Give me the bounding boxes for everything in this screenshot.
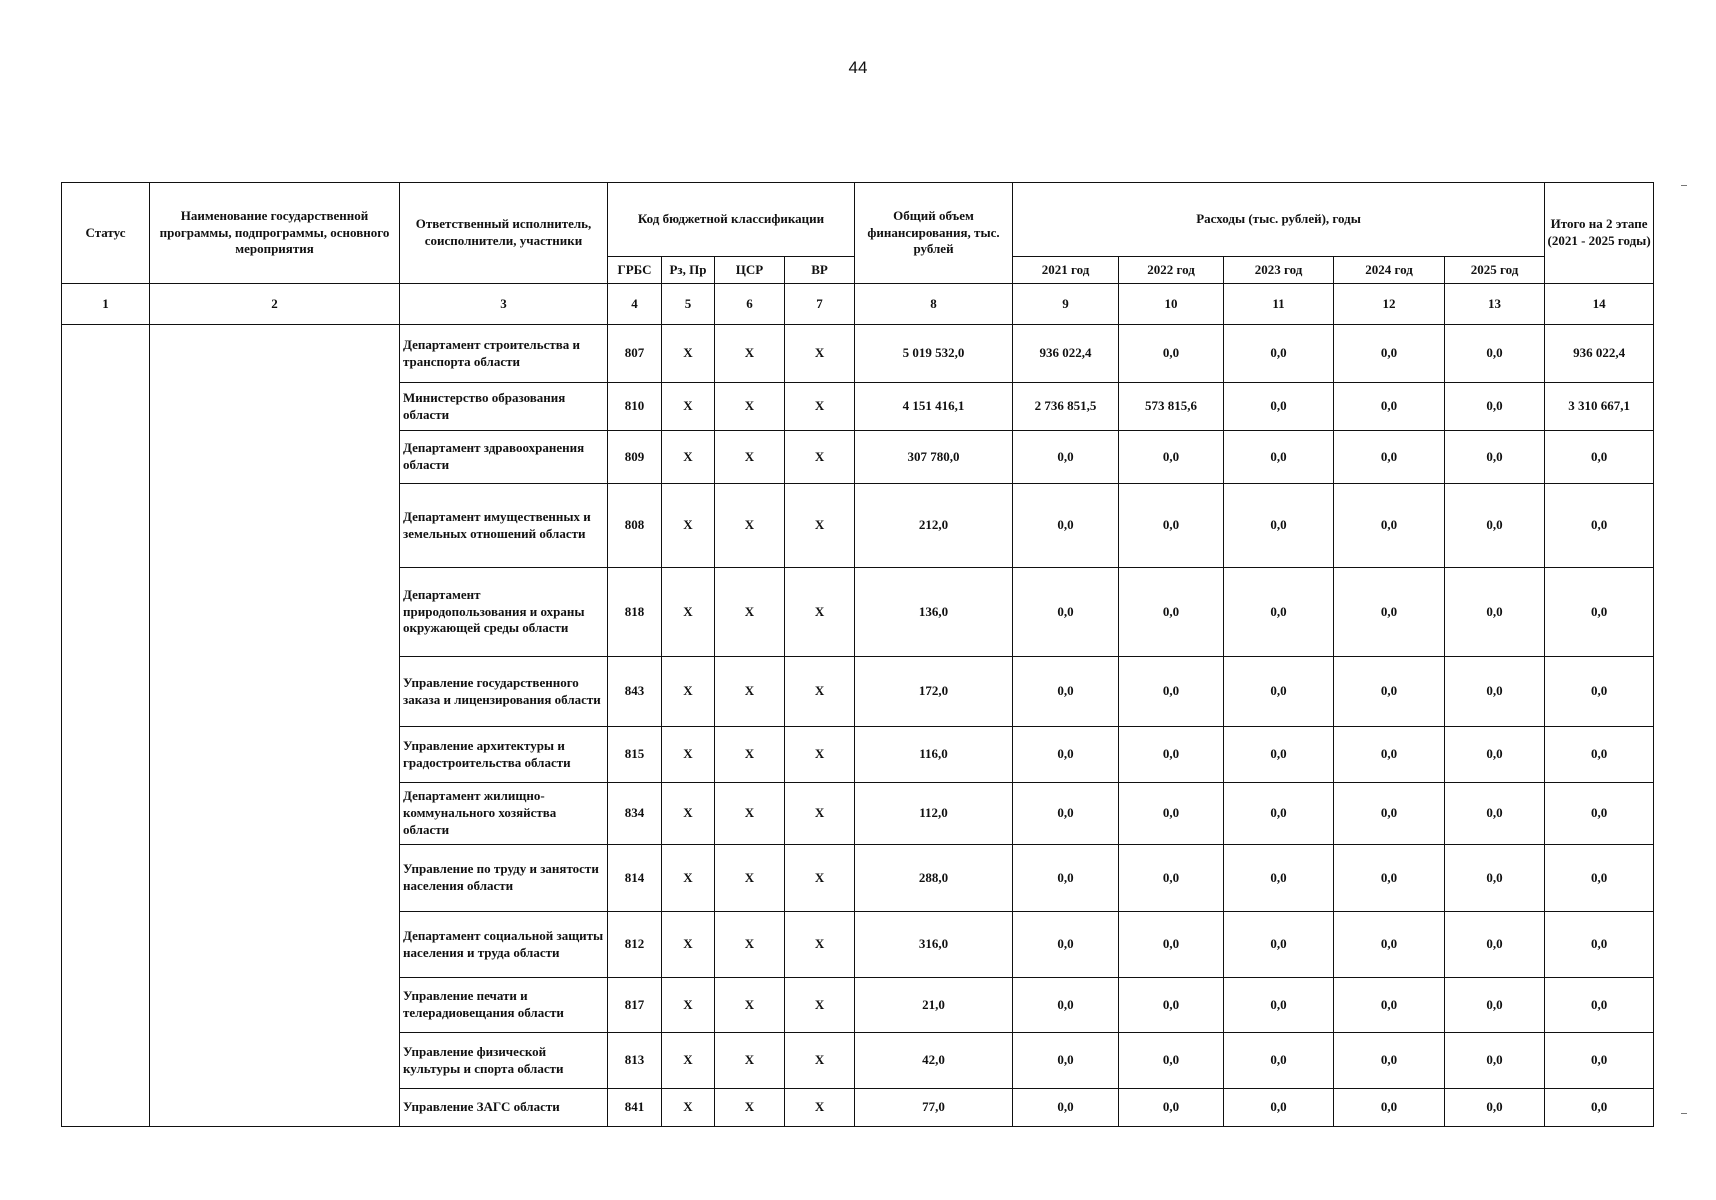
- total-cell: 316,0: [855, 912, 1013, 978]
- column-number: 11: [1224, 284, 1334, 325]
- csr-cell: Х: [715, 484, 785, 568]
- total-cell: 77,0: [855, 1089, 1013, 1127]
- year-2022-cell: 0,0: [1119, 568, 1224, 657]
- stage-total-cell: 0,0: [1545, 657, 1654, 727]
- year-2022-cell: 0,0: [1119, 431, 1224, 484]
- column-number: 9: [1013, 284, 1119, 325]
- csr-cell: Х: [715, 727, 785, 783]
- year-2022-cell: 0,0: [1119, 727, 1224, 783]
- rz-pr-cell: Х: [662, 912, 715, 978]
- vr-cell: Х: [785, 1033, 855, 1089]
- header-status: Статус: [62, 183, 150, 284]
- column-number: 12: [1334, 284, 1445, 325]
- rz-pr-cell: Х: [662, 845, 715, 912]
- column-number: 2: [150, 284, 400, 325]
- year-2021-cell: 0,0: [1013, 1033, 1119, 1089]
- header-vr: ВР: [785, 257, 855, 284]
- rz-pr-cell: Х: [662, 727, 715, 783]
- rz-pr-cell: Х: [662, 783, 715, 845]
- csr-cell: Х: [715, 978, 785, 1033]
- year-2024-cell: 0,0: [1334, 783, 1445, 845]
- year-2025-cell: 0,0: [1445, 383, 1545, 431]
- header-csr: ЦСР: [715, 257, 785, 284]
- stage-total-cell: 0,0: [1545, 978, 1654, 1033]
- rz-pr-cell: Х: [662, 568, 715, 657]
- budget-table: [61, 182, 1654, 1127]
- header-row: [62, 183, 1654, 257]
- year-2024-cell: 0,0: [1334, 727, 1445, 783]
- total-cell: 4 151 416,1: [855, 383, 1013, 431]
- vr-cell: Х: [785, 484, 855, 568]
- year-2022-cell: 0,0: [1119, 1089, 1224, 1127]
- year-2021-cell: 0,0: [1013, 845, 1119, 912]
- year-2023-cell: 0,0: [1224, 845, 1334, 912]
- year-2023-cell: 0,0: [1224, 978, 1334, 1033]
- rz-pr-cell: Х: [662, 383, 715, 431]
- header-expenses: Расходы (тыс. рублей), годы: [1013, 183, 1545, 257]
- year-2025-cell: 0,0: [1445, 727, 1545, 783]
- csr-cell: Х: [715, 845, 785, 912]
- year-2024-cell: 0,0: [1334, 978, 1445, 1033]
- year-2022-cell: 0,0: [1119, 912, 1224, 978]
- stage-total-cell: 0,0: [1545, 1089, 1654, 1127]
- year-2021-cell: 0,0: [1013, 783, 1119, 845]
- csr-cell: Х: [715, 383, 785, 431]
- year-2024-cell: 0,0: [1334, 657, 1445, 727]
- vr-cell: Х: [785, 431, 855, 484]
- year-2022-cell: 0,0: [1119, 657, 1224, 727]
- year-2025-cell: 0,0: [1445, 978, 1545, 1033]
- csr-cell: Х: [715, 1089, 785, 1127]
- rz-pr-cell: Х: [662, 1033, 715, 1089]
- status-cell: [62, 325, 150, 1127]
- executor-cell: Управление по труду и занятости населения области: [400, 845, 608, 912]
- vr-cell: Х: [785, 568, 855, 657]
- year-2023-cell: 0,0: [1224, 568, 1334, 657]
- year-2024-cell: 0,0: [1334, 1089, 1445, 1127]
- header-grbs: ГРБС: [608, 257, 662, 284]
- vr-cell: Х: [785, 912, 855, 978]
- margin-mark: [1681, 185, 1687, 186]
- header-year-2023: 2023 год: [1224, 257, 1334, 284]
- rz-pr-cell: Х: [662, 978, 715, 1033]
- header-program-name: Наименование государственной программы, подпрограммы, основного мероприятия: [150, 183, 400, 284]
- grbs-cell: 817: [608, 978, 662, 1033]
- rz-pr-cell: Х: [662, 657, 715, 727]
- column-number: 13: [1445, 284, 1545, 325]
- total-cell: 5 019 532,0: [855, 325, 1013, 383]
- grbs-cell: 809: [608, 431, 662, 484]
- executor-cell: Департамент социальной защиты населения и труда области: [400, 912, 608, 978]
- header-year-2021: 2021 год: [1013, 257, 1119, 284]
- executor-cell: Министерство образования области: [400, 383, 608, 431]
- year-2022-cell: 573 815,6: [1119, 383, 1224, 431]
- csr-cell: Х: [715, 325, 785, 383]
- column-number-row: [62, 284, 1654, 325]
- header-year-2022: 2022 год: [1119, 257, 1224, 284]
- stage-total-cell: 0,0: [1545, 484, 1654, 568]
- rz-pr-cell: Х: [662, 484, 715, 568]
- header-total-financing: Общий объем финансирования, тыс. рублей: [855, 183, 1013, 284]
- stage-total-cell: 0,0: [1545, 1033, 1654, 1089]
- year-2025-cell: 0,0: [1445, 1089, 1545, 1127]
- year-2021-cell: 0,0: [1013, 568, 1119, 657]
- year-2025-cell: 0,0: [1445, 431, 1545, 484]
- year-2023-cell: 0,0: [1224, 1033, 1334, 1089]
- year-2025-cell: 0,0: [1445, 783, 1545, 845]
- column-number: 3: [400, 284, 608, 325]
- stage-total-cell: 0,0: [1545, 912, 1654, 978]
- year-2022-cell: 0,0: [1119, 1033, 1224, 1089]
- year-2024-cell: 0,0: [1334, 912, 1445, 978]
- stage-total-cell: 936 022,4: [1545, 325, 1654, 383]
- year-2023-cell: 0,0: [1224, 912, 1334, 978]
- vr-cell: Х: [785, 978, 855, 1033]
- header-rz-pr: Рз, Пр: [662, 257, 715, 284]
- year-2025-cell: 0,0: [1445, 912, 1545, 978]
- year-2022-cell: 0,0: [1119, 978, 1224, 1033]
- csr-cell: Х: [715, 657, 785, 727]
- year-2021-cell: 0,0: [1013, 978, 1119, 1033]
- stage-total-cell: 0,0: [1545, 568, 1654, 657]
- year-2023-cell: 0,0: [1224, 325, 1334, 383]
- csr-cell: Х: [715, 783, 785, 845]
- year-2025-cell: 0,0: [1445, 1033, 1545, 1089]
- page-number: 44: [848, 58, 868, 77]
- year-2022-cell: 0,0: [1119, 484, 1224, 568]
- csr-cell: Х: [715, 431, 785, 484]
- year-2023-cell: 0,0: [1224, 383, 1334, 431]
- stage-total-cell: 0,0: [1545, 845, 1654, 912]
- total-cell: 116,0: [855, 727, 1013, 783]
- executor-cell: Департамент строительства и транспорта области: [400, 325, 608, 383]
- header-stage-total: Итого на 2 этапе (2021 - 2025 годы): [1545, 183, 1654, 284]
- year-2023-cell: 0,0: [1224, 783, 1334, 845]
- total-cell: 112,0: [855, 783, 1013, 845]
- year-2025-cell: 0,0: [1445, 325, 1545, 383]
- year-2024-cell: 0,0: [1334, 484, 1445, 568]
- total-cell: 307 780,0: [855, 431, 1013, 484]
- csr-cell: Х: [715, 568, 785, 657]
- year-2022-cell: 0,0: [1119, 783, 1224, 845]
- grbs-cell: 814: [608, 845, 662, 912]
- program-name-cell: [150, 325, 400, 1127]
- column-number: 10: [1119, 284, 1224, 325]
- header-year-2025: 2025 год: [1445, 257, 1545, 284]
- year-2024-cell: 0,0: [1334, 568, 1445, 657]
- executor-cell: Управление печати и телерадиовещания области: [400, 978, 608, 1033]
- rz-pr-cell: Х: [662, 1089, 715, 1127]
- vr-cell: Х: [785, 783, 855, 845]
- column-number: 1: [62, 284, 150, 325]
- grbs-cell: 841: [608, 1089, 662, 1127]
- grbs-cell: 808: [608, 484, 662, 568]
- rz-pr-cell: Х: [662, 431, 715, 484]
- executor-cell: Управление архитектуры и градостроительства области: [400, 727, 608, 783]
- stage-total-cell: 0,0: [1545, 783, 1654, 845]
- rz-pr-cell: Х: [662, 325, 715, 383]
- executor-cell: Департамент здравоохранения области: [400, 431, 608, 484]
- grbs-cell: 812: [608, 912, 662, 978]
- executor-cell: Департамент природопользования и охраны окружающей среды области: [400, 568, 608, 657]
- year-2021-cell: 2 736 851,5: [1013, 383, 1119, 431]
- total-cell: 136,0: [855, 568, 1013, 657]
- vr-cell: Х: [785, 325, 855, 383]
- year-2024-cell: 0,0: [1334, 431, 1445, 484]
- total-cell: 288,0: [855, 845, 1013, 912]
- table-row: [62, 325, 1654, 383]
- header-budget-code: Код бюджетной классификации: [608, 183, 855, 257]
- vr-cell: Х: [785, 845, 855, 912]
- executor-cell: Управление ЗАГС области: [400, 1089, 608, 1127]
- year-2023-cell: 0,0: [1224, 727, 1334, 783]
- column-number: 8: [855, 284, 1013, 325]
- year-2021-cell: 0,0: [1013, 484, 1119, 568]
- year-2024-cell: 0,0: [1334, 1033, 1445, 1089]
- column-number: 4: [608, 284, 662, 325]
- year-2025-cell: 0,0: [1445, 845, 1545, 912]
- year-2021-cell: 0,0: [1013, 1089, 1119, 1127]
- year-2023-cell: 0,0: [1224, 1089, 1334, 1127]
- column-number: 5: [662, 284, 715, 325]
- year-2025-cell: 0,0: [1445, 568, 1545, 657]
- year-2021-cell: 0,0: [1013, 912, 1119, 978]
- year-2025-cell: 0,0: [1445, 657, 1545, 727]
- stage-total-cell: 0,0: [1545, 727, 1654, 783]
- total-cell: 42,0: [855, 1033, 1013, 1089]
- column-number: 6: [715, 284, 785, 325]
- executor-cell: Управление государственного заказа и лицензирования области: [400, 657, 608, 727]
- header-executor: Ответственный исполнитель, соисполнители, участники: [400, 183, 608, 284]
- year-2024-cell: 0,0: [1334, 383, 1445, 431]
- executor-cell: Управление физической культуры и спорта области: [400, 1033, 608, 1089]
- csr-cell: Х: [715, 912, 785, 978]
- total-cell: 212,0: [855, 484, 1013, 568]
- vr-cell: Х: [785, 1089, 855, 1127]
- year-2022-cell: 0,0: [1119, 845, 1224, 912]
- total-cell: 172,0: [855, 657, 1013, 727]
- year-2023-cell: 0,0: [1224, 657, 1334, 727]
- year-2024-cell: 0,0: [1334, 325, 1445, 383]
- stage-total-cell: 3 310 667,1: [1545, 383, 1654, 431]
- grbs-cell: 807: [608, 325, 662, 383]
- year-2021-cell: 0,0: [1013, 657, 1119, 727]
- year-2021-cell: 0,0: [1013, 727, 1119, 783]
- year-2021-cell: 936 022,4: [1013, 325, 1119, 383]
- grbs-cell: 818: [608, 568, 662, 657]
- header-year-2024: 2024 год: [1334, 257, 1445, 284]
- grbs-cell: 843: [608, 657, 662, 727]
- csr-cell: Х: [715, 1033, 785, 1089]
- vr-cell: Х: [785, 727, 855, 783]
- year-2025-cell: 0,0: [1445, 484, 1545, 568]
- total-cell: 21,0: [855, 978, 1013, 1033]
- grbs-cell: 810: [608, 383, 662, 431]
- column-number: 14: [1545, 284, 1654, 325]
- year-2024-cell: 0,0: [1334, 845, 1445, 912]
- vr-cell: Х: [785, 383, 855, 431]
- executor-cell: Департамент жилищно-коммунального хозяйства области: [400, 783, 608, 845]
- year-2023-cell: 0,0: [1224, 431, 1334, 484]
- column-number: 7: [785, 284, 855, 325]
- grbs-cell: 834: [608, 783, 662, 845]
- grbs-cell: 813: [608, 1033, 662, 1089]
- year-2021-cell: 0,0: [1013, 431, 1119, 484]
- margin-mark: [1681, 1113, 1687, 1114]
- executor-cell: Департамент имущественных и земельных отношений области: [400, 484, 608, 568]
- stage-total-cell: 0,0: [1545, 431, 1654, 484]
- year-2022-cell: 0,0: [1119, 325, 1224, 383]
- vr-cell: Х: [785, 657, 855, 727]
- grbs-cell: 815: [608, 727, 662, 783]
- year-2023-cell: 0,0: [1224, 484, 1334, 568]
